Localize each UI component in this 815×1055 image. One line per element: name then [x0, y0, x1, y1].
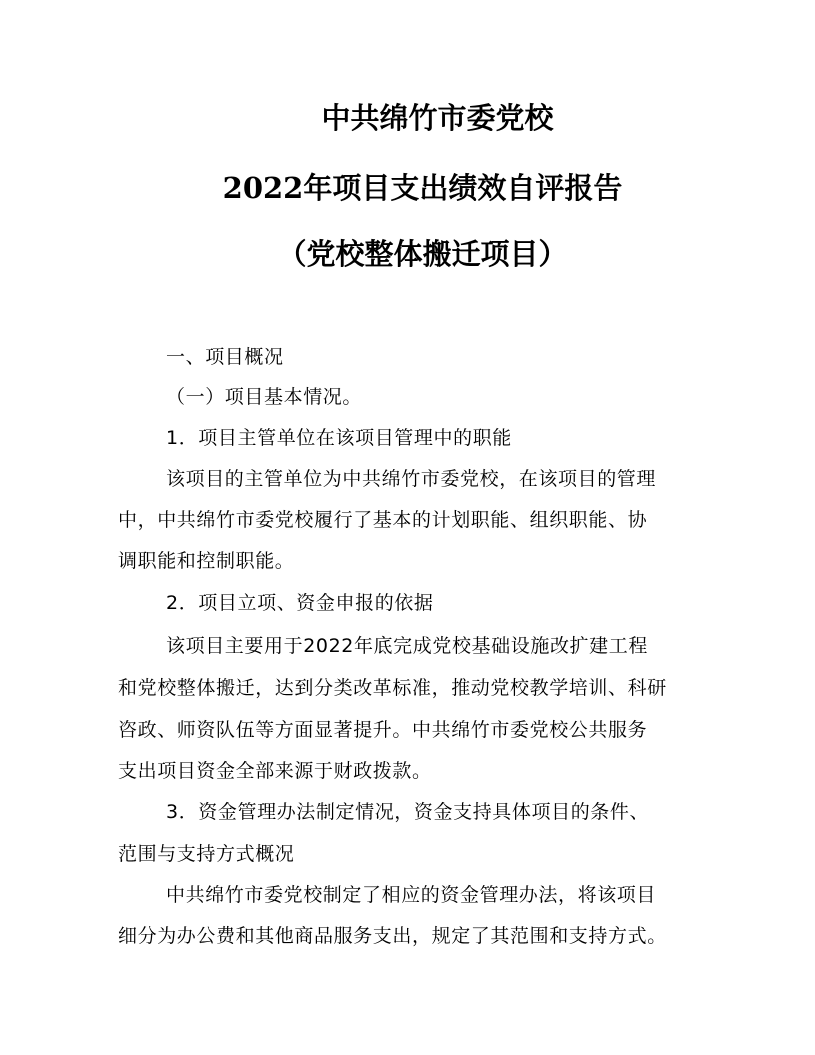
heading-item-2: 2．项目立项、资金申报的依据: [166, 592, 434, 614]
paragraph-line: 中，中共绵竹市委党校履行了基本的计划职能、组织职能、协: [118, 509, 648, 531]
paragraph-line: 调职能和控制职能。: [118, 550, 295, 572]
paragraph-line: 咨政、师资队伍等方面显著提升。中共绵竹市委党校公共服务: [118, 719, 648, 741]
paragraph-line: 中共绵竹市委党校制定了相应的资金管理办法，将该项目: [166, 884, 657, 906]
paragraph-line: 和党校整体搬迁，达到分类改革标准，推动党校教学培训、科研: [118, 677, 667, 699]
paragraph-line: 该项目的主管单位为中共绵竹市委党校，在该项目的管理: [166, 468, 657, 490]
paragraph-line: 细分为办公费和其他商品服务支出，规定了其范围和支持方式。: [118, 925, 667, 947]
paragraph-line: 支出项目资金全部来源于财政拨款。: [118, 760, 432, 782]
heading-item-1: 1．项目主管单位在该项目管理中的职能: [166, 427, 512, 449]
heading-section-1: 一、项目概况: [166, 346, 284, 368]
title-report: 2022年项目支出绩效自评报告: [222, 171, 623, 205]
heading-subsection-1: （一）项目基本情况。: [166, 386, 363, 408]
paragraph-line: 范围与支持方式概况: [118, 843, 295, 865]
heading-item-3: 3．资金管理办法制定情况，资金支持具体项目的条件、: [166, 801, 650, 823]
title-project: （党校整体搬迁项目）: [277, 237, 568, 271]
title-unit: 中共绵竹市委党校: [321, 101, 554, 135]
paragraph-line: 该项目主要用于2022年底完成党校基础设施改扩建工程: [166, 635, 648, 657]
